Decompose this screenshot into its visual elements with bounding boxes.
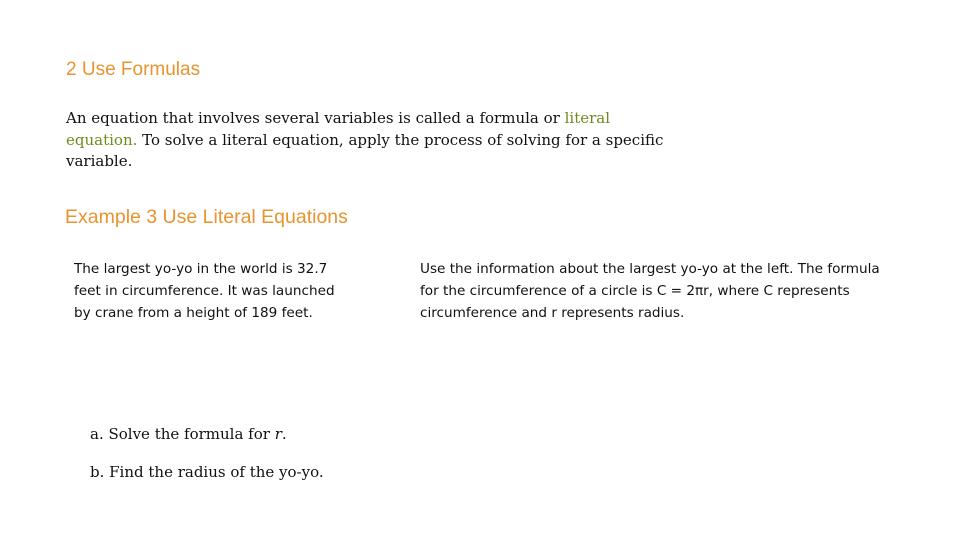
task-b-text: b. Find the radius of the yo-yo. bbox=[90, 463, 324, 481]
task-b bbox=[90, 463, 324, 481]
task-a-variable: r bbox=[274, 425, 282, 443]
task-a-prefix: a. Solve the formula for bbox=[90, 425, 275, 443]
formula-info-text: Use the information about the largest yo-yo at the left. The formula for the circumference of a circle is C = 2πr, where C represents circumference and r represents radius. bbox=[420, 261, 880, 321]
yo-yo-facts-text: The largest yo-yo in the world is 32.7 feet in circumference. It was launched by crane from a height of 189 feet. bbox=[74, 261, 335, 321]
task-a bbox=[90, 425, 287, 443]
intro-text-before: An equation that involves several variables is called a formula or bbox=[66, 109, 565, 127]
task-a-suffix: . bbox=[281, 425, 287, 443]
example-heading: Example 3 Use Literal Equations bbox=[65, 206, 348, 228]
literal-equation-term: literal equation. bbox=[66, 109, 611, 149]
section-heading: 2 Use Formulas bbox=[66, 59, 201, 80]
intro-text-after: To solve a literal equation, apply the process of solving for a specific variable. bbox=[66, 130, 664, 170]
intro-paragraph bbox=[66, 108, 666, 173]
